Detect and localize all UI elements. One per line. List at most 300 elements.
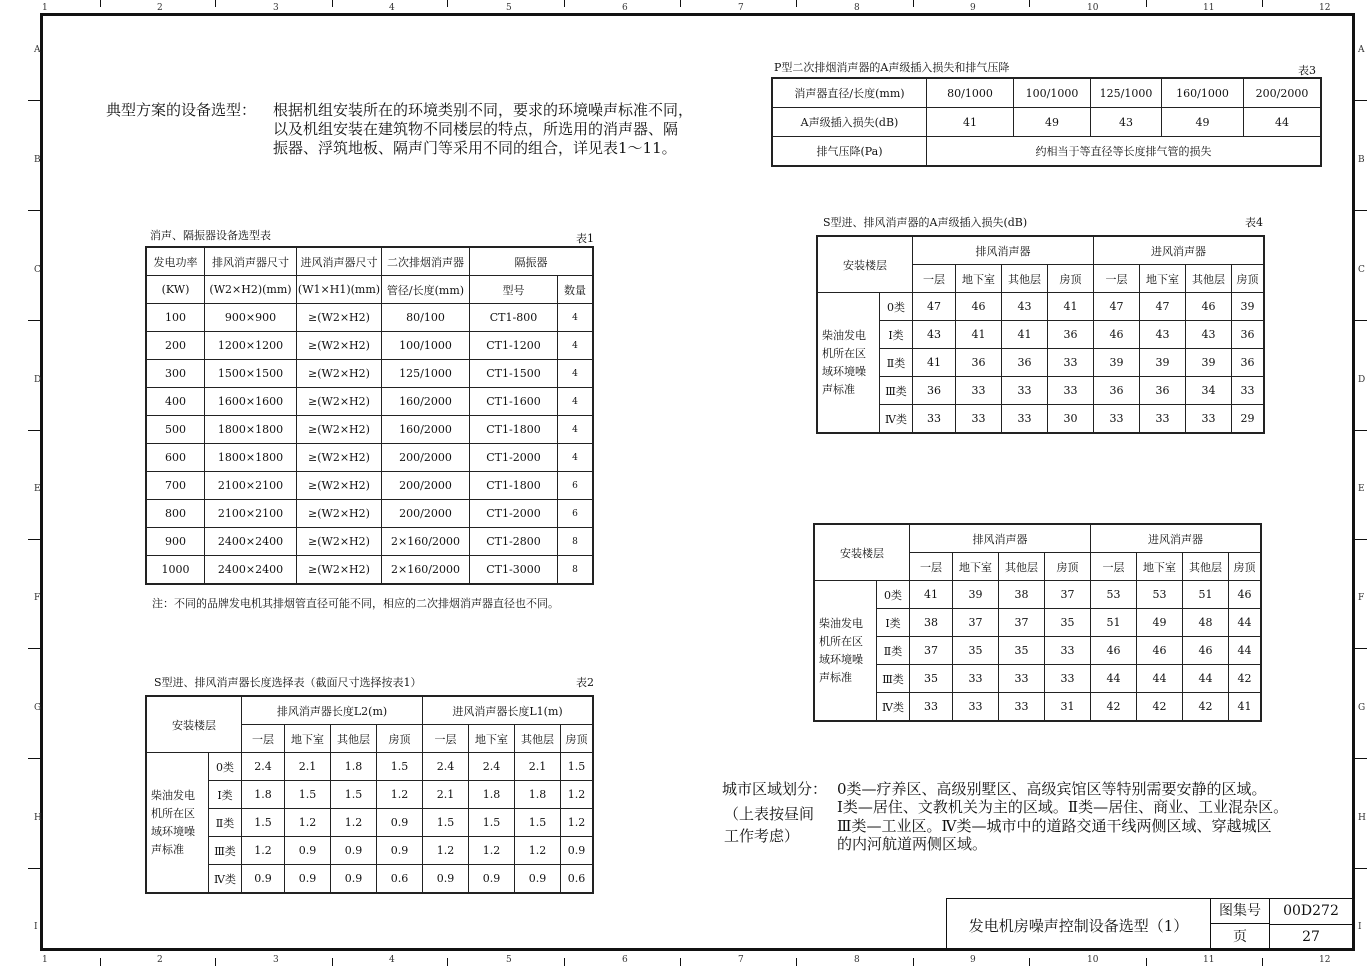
- table-cell: 33: [1045, 637, 1091, 665]
- ruler-tick: [100, 958, 101, 966]
- table-row: [147, 781, 593, 809]
- table-class-label: 0类: [877, 581, 910, 609]
- table-header: 一层: [242, 725, 285, 753]
- ruler-row-letter: F: [34, 593, 41, 603]
- ruler-row-letter: D: [1358, 375, 1366, 385]
- table-cell: 约相当于等直径等长度排气管的损失: [927, 137, 1321, 166]
- table1-label: 表1: [576, 232, 594, 245]
- table4-caption: S型进、排风消声器的A声级插入损失(dB): [823, 216, 1028, 229]
- table-cell: 80/1000: [927, 79, 1014, 108]
- table-cell: 37: [1045, 581, 1091, 609]
- table-cell: CT1-1800: [470, 472, 558, 500]
- ruler-row-letter: C: [1358, 265, 1365, 275]
- table-cell: 48: [1183, 609, 1229, 637]
- table-row: [773, 137, 1321, 166]
- ruler-tick: [1262, 0, 1263, 7]
- ruler-tick: [1355, 210, 1367, 211]
- ruler-row-letter: G: [34, 703, 42, 713]
- table-cell: 33: [1140, 405, 1186, 433]
- table-cell: 4: [558, 332, 593, 360]
- table-cell: 33: [1002, 405, 1048, 433]
- table-cell: 33: [913, 405, 956, 433]
- drawing-title: 发电机房噪声控制设备选型（1）: [968, 917, 1189, 935]
- ruler-column-number: 6: [622, 3, 628, 13]
- intro-line-2: 以及机组安装在建筑物不同楼层的特点，所选用的消声器、隔: [273, 120, 679, 138]
- table-cell: CT1-1800: [470, 416, 558, 444]
- table-header: 安装楼层: [815, 525, 910, 581]
- table-cell: 0.6: [561, 865, 593, 893]
- table-row: [818, 293, 1264, 321]
- table-header: 房顶: [1045, 553, 1091, 581]
- table-cell: 33: [956, 377, 1002, 405]
- atlas-label: 图集号: [1210, 898, 1269, 924]
- table-cell: 4: [558, 304, 593, 332]
- table-cell: 4: [558, 444, 593, 472]
- table-cell: 600: [147, 444, 205, 472]
- ruler-tick: [28, 758, 40, 759]
- table-class-label: Ⅰ类: [209, 781, 242, 809]
- table-header: 排风消声器: [913, 237, 1094, 265]
- ruler-row-letter: C: [34, 265, 41, 275]
- table-cell: 0.9: [561, 837, 593, 865]
- table-cell: 43: [1091, 108, 1162, 137]
- ruler-tick: [1355, 648, 1367, 649]
- table-cell: 200/2000: [382, 444, 470, 472]
- table-row: [815, 665, 1261, 693]
- ruler-tick: [28, 648, 40, 649]
- ruler-tick: [447, 0, 448, 7]
- ruler-tick: [28, 210, 40, 211]
- table-row: [773, 108, 1321, 137]
- table-cell: 1000: [147, 556, 205, 584]
- ruler-column-number: 11: [1203, 955, 1215, 965]
- table-cell: 41: [927, 108, 1014, 137]
- table-cell: 6: [558, 500, 593, 528]
- table-cell: 0.9: [423, 865, 469, 893]
- table-cell: 53: [1137, 581, 1183, 609]
- ruler-tick: [1355, 539, 1367, 540]
- table-row: [818, 349, 1264, 377]
- zones-line-2: Ⅰ类—居住、文教机关为主的区域。Ⅱ类—居住、商业、工业混杂区。: [837, 798, 1289, 816]
- ruler-tick: [1029, 958, 1030, 966]
- table-cell: 42: [1183, 693, 1229, 721]
- table-cell: 51: [1183, 581, 1229, 609]
- table-cell: 41: [956, 321, 1002, 349]
- ruler-tick: [100, 0, 101, 7]
- ruler-row-letter: H: [34, 813, 42, 823]
- ruler-row-letter: F: [1358, 593, 1365, 603]
- table-class-label: Ⅱ类: [209, 809, 242, 837]
- table-cell: 43: [1186, 321, 1232, 349]
- ruler-row-letter: E: [1358, 484, 1365, 494]
- table-cell: 900: [147, 528, 205, 556]
- table-cell: 1500×1500: [205, 360, 297, 388]
- ruler-tick: [796, 0, 797, 7]
- table-cell: 200/2000: [382, 472, 470, 500]
- ruler-column-number: 7: [738, 3, 744, 13]
- ruler-column-number: 9: [970, 955, 976, 965]
- table-cell: 31: [1045, 693, 1091, 721]
- ruler-column-number: 5: [506, 955, 512, 965]
- ruler-column-number: 11: [1203, 3, 1215, 13]
- table-cell: 0.9: [242, 865, 285, 893]
- ruler-column-number: 4: [389, 955, 395, 965]
- table-cell: 80/100: [382, 304, 470, 332]
- table-cell: 1.8: [331, 753, 377, 781]
- ruler-column-number: 6: [622, 955, 628, 965]
- table3-label: 表3: [1298, 64, 1316, 77]
- ruler-tick: [1355, 868, 1367, 869]
- table-cell: 1800×1800: [205, 444, 297, 472]
- zones-note-2: 工作考虑）: [724, 827, 800, 845]
- table-cell: ≥(W2×H2): [297, 444, 382, 472]
- table-cell: CT1-2800: [470, 528, 558, 556]
- table-cell: 36: [913, 377, 956, 405]
- table-cell: 2.4: [242, 753, 285, 781]
- table-header: 进风消声器: [1094, 237, 1264, 265]
- ruler-column-number: 1: [42, 3, 48, 13]
- table-header: 排风消声器: [910, 525, 1091, 553]
- table-cell: 33: [1045, 665, 1091, 693]
- table-cell: 1.8: [515, 781, 561, 809]
- table-cell: 100: [147, 304, 205, 332]
- table-cell: 0.9: [377, 809, 423, 837]
- table-cell: 0.9: [331, 837, 377, 865]
- table-cell: 35: [953, 637, 999, 665]
- table-cell: 2400×2400: [205, 528, 297, 556]
- page-number: 27: [1269, 924, 1352, 950]
- ruler-column-number: 3: [273, 3, 279, 13]
- table-cell: 4: [558, 416, 593, 444]
- table-cell: 29: [1232, 405, 1264, 433]
- table-cell: 1.5: [515, 809, 561, 837]
- table-row: [147, 472, 593, 500]
- table-cell: 160/1000: [1162, 79, 1244, 108]
- table-cell: CT1-1200: [470, 332, 558, 360]
- table-cell: 41: [1048, 293, 1094, 321]
- table-cell: CT1-800: [470, 304, 558, 332]
- table-cell: 39: [1232, 293, 1264, 321]
- table-cell: 33: [956, 405, 1002, 433]
- table-group-label: 柴油发电机所在区域环境噪声标准: [818, 293, 880, 433]
- table-cell: ≥(W2×H2): [297, 472, 382, 500]
- table-cell: 30: [1048, 405, 1094, 433]
- table-cell: 1600×1600: [205, 388, 297, 416]
- table-header: 其他层: [1186, 265, 1232, 293]
- table-cell: 46: [1091, 637, 1137, 665]
- table-cell: 160/2000: [382, 388, 470, 416]
- ruler-row-letter: A: [1358, 45, 1365, 55]
- table-cell: 46: [1229, 581, 1261, 609]
- table-cell: ≥(W2×H2): [297, 500, 382, 528]
- ruler-row-letter: B: [1358, 155, 1365, 165]
- intro-label: 典型方案的设备选型：: [106, 101, 257, 119]
- table-cell: 1800×1800: [205, 416, 297, 444]
- table-header: 房顶: [377, 725, 423, 753]
- table-cell: 2.1: [423, 781, 469, 809]
- ruler-row-letter: E: [34, 484, 41, 494]
- table-cell: 0.9: [285, 837, 331, 865]
- table-cell: ≥(W2×H2): [297, 416, 382, 444]
- ruler-tick: [28, 430, 40, 431]
- table-row: [147, 332, 593, 360]
- table-cell: CT1-2000: [470, 500, 558, 528]
- table-header: 进风消声器尺寸: [297, 248, 382, 276]
- ruler-row-letter: B: [34, 155, 41, 165]
- table-cell: 41: [1002, 321, 1048, 349]
- table-cell: 2×160/2000: [382, 528, 470, 556]
- table-header: 排风消声器尺寸: [205, 248, 297, 276]
- table-cell: 44: [1229, 637, 1261, 665]
- ruler-tick: [332, 0, 333, 7]
- ruler-column-number: 5: [506, 3, 512, 13]
- table-cell: 1.2: [377, 781, 423, 809]
- ruler-tick: [680, 0, 681, 7]
- ruler-tick: [1029, 0, 1030, 7]
- table-cell: 33: [1094, 405, 1140, 433]
- table-cell: 33: [910, 693, 953, 721]
- table-cell: 41: [913, 349, 956, 377]
- title-box: [946, 898, 1210, 950]
- table-header: 隔振器: [470, 248, 593, 276]
- table-cell: 44: [1229, 609, 1261, 637]
- table1-body: [147, 304, 593, 584]
- table-cell: 2100×2100: [205, 500, 297, 528]
- ruler-column-number: 2: [157, 955, 163, 965]
- ruler-tick: [680, 958, 681, 966]
- table-header: 一层: [913, 265, 956, 293]
- table-cell: 53: [1091, 581, 1137, 609]
- table-cell: 36: [1048, 321, 1094, 349]
- table-cell: 36: [1232, 349, 1264, 377]
- table-cell: 125/1000: [1091, 79, 1162, 108]
- table-cell: 0.9: [469, 865, 515, 893]
- table-row: [815, 637, 1261, 665]
- table-cell: 39: [1094, 349, 1140, 377]
- table-cell: ≥(W2×H2): [297, 388, 382, 416]
- table-header: 房顶: [1048, 265, 1094, 293]
- table-row: [147, 556, 593, 584]
- ruler-tick: [28, 539, 40, 540]
- table-header: 排风消声器长度L2(m): [242, 697, 423, 725]
- table-cell: 2.4: [469, 753, 515, 781]
- table-class-label: Ⅰ类: [877, 609, 910, 637]
- table-cell: 1.5: [469, 809, 515, 837]
- table-cell: 200/2000: [1244, 79, 1321, 108]
- table-cell: 37: [910, 637, 953, 665]
- table-cell: 700: [147, 472, 205, 500]
- ruler-row-letter: G: [1358, 703, 1366, 713]
- table-cell: 33: [953, 665, 999, 693]
- table-cell: 33: [999, 665, 1045, 693]
- table-header: (W2×H2)(mm): [205, 276, 297, 304]
- intro-line-1: 根据机组安装所在的环境类别不同，要求的环境噪声标准不同，: [273, 101, 694, 119]
- table-cell: 33: [1002, 377, 1048, 405]
- table-cell: 1.2: [285, 809, 331, 837]
- table-cell: ≥(W2×H2): [297, 528, 382, 556]
- table-cell: 35: [910, 665, 953, 693]
- table-header: 数量: [558, 276, 593, 304]
- table-cell: 38: [910, 609, 953, 637]
- table-cell: 36: [1140, 377, 1186, 405]
- table-class-label: Ⅰ类: [880, 321, 913, 349]
- table-cell: 36: [1002, 349, 1048, 377]
- table-cell: 49: [1137, 609, 1183, 637]
- table-cell: 200/2000: [382, 500, 470, 528]
- table-cell: 6: [558, 472, 593, 500]
- table-header: (W1×H1)(mm): [297, 276, 382, 304]
- table-class-label: Ⅲ类: [877, 665, 910, 693]
- table-header: 房顶: [1229, 553, 1261, 581]
- table-cell: 37: [953, 609, 999, 637]
- table-cell: 43: [913, 321, 956, 349]
- table-cell: 1.2: [331, 809, 377, 837]
- table-cell: 1.5: [242, 809, 285, 837]
- table-header: 房顶: [561, 725, 593, 753]
- table-header-row: [818, 237, 1264, 265]
- table1-caption: 消声、隔振器设备选型表: [150, 229, 271, 242]
- table-cell: 44: [1091, 665, 1137, 693]
- table-header: 进风消声器: [1091, 525, 1261, 553]
- table-cell: 42: [1229, 665, 1261, 693]
- table-row: [147, 500, 593, 528]
- table3-caption: P型二次排烟消声器的A声级插入损失和排气压降: [774, 61, 1010, 74]
- table-cell: 1.5: [377, 753, 423, 781]
- table-cell: 100/1000: [1014, 79, 1091, 108]
- table-cell: 1200×1200: [205, 332, 297, 360]
- table-cell: 1.8: [242, 781, 285, 809]
- zones-line-3: Ⅲ类—工业区。Ⅳ类—城市中的道路交通干线两侧区域、穿越城区: [837, 817, 1272, 835]
- table-cell: 36: [956, 349, 1002, 377]
- table-cell: 34: [1186, 377, 1232, 405]
- table-cell: 0.9: [515, 865, 561, 893]
- table-row: [147, 753, 593, 781]
- table-cell: 49: [1162, 108, 1244, 137]
- table-class-label: Ⅳ类: [880, 405, 913, 433]
- table-cell: ≥(W2×H2): [297, 556, 382, 584]
- table-header: 发电功率: [147, 248, 205, 276]
- zones-line-1: 0类—疗养区、高级别墅区、高级宾馆区等特别需要安静的区域。: [837, 780, 1267, 798]
- table5: [814, 524, 1261, 721]
- table-class-label: Ⅲ类: [880, 377, 913, 405]
- table-cell: 39: [1186, 349, 1232, 377]
- table-row: [818, 405, 1264, 433]
- table-header: 二次排烟消声器: [382, 248, 470, 276]
- table-row: [147, 304, 593, 332]
- table-row: [147, 837, 593, 865]
- table-group-label: 柴油发电机所在区域环境噪声标准: [815, 581, 877, 721]
- ruler-tick: [913, 958, 914, 966]
- table-cell: ≥(W2×H2): [297, 332, 382, 360]
- table-cell: 38: [999, 581, 1045, 609]
- table-class-label: Ⅱ类: [877, 637, 910, 665]
- table-cell: 51: [1091, 609, 1137, 637]
- table-row: [147, 416, 593, 444]
- table-header: 房顶: [1232, 265, 1264, 293]
- table-cell: 2×160/2000: [382, 556, 470, 584]
- table-header-row: [147, 697, 593, 725]
- table2-label: 表2: [576, 676, 594, 689]
- table-cell: 46: [1186, 293, 1232, 321]
- table-class-label: Ⅱ类: [880, 349, 913, 377]
- table-cell: 500: [147, 416, 205, 444]
- table-cell: 47: [1140, 293, 1186, 321]
- table-cell: 33: [1232, 377, 1264, 405]
- table-header: 地下室: [469, 725, 515, 753]
- table-cell: CT1-1500: [470, 360, 558, 388]
- table-cell: 49: [1014, 108, 1091, 137]
- table-cell: 39: [1140, 349, 1186, 377]
- table-class-label: 0类: [880, 293, 913, 321]
- table-class-label: 0类: [209, 753, 242, 781]
- table-cell: 43: [1002, 293, 1048, 321]
- table-cell: 44: [1183, 665, 1229, 693]
- table-cell: 0.9: [285, 865, 331, 893]
- table-cell: 33: [999, 693, 1045, 721]
- table1: [146, 247, 593, 584]
- table-row: [815, 581, 1261, 609]
- ruler-column-number: 4: [389, 3, 395, 13]
- table-cell: 100/1000: [382, 332, 470, 360]
- ruler-column-number: 10: [1087, 3, 1099, 13]
- ruler-column-number: 12: [1319, 3, 1331, 13]
- table-cell: 1.5: [285, 781, 331, 809]
- table-cell: 160/2000: [382, 416, 470, 444]
- table-cell: 36: [1232, 321, 1264, 349]
- table-header: (KW): [147, 276, 205, 304]
- ruler-tick: [28, 100, 40, 101]
- table-cell: 33: [1186, 405, 1232, 433]
- table-header: 安装楼层: [818, 237, 913, 293]
- table-header: 其他层: [1002, 265, 1048, 293]
- table-cell: 39: [953, 581, 999, 609]
- table-header: 一层: [1091, 553, 1137, 581]
- table-header: 进风消声器长度L1(m): [423, 697, 593, 725]
- table-cell: 0.9: [377, 837, 423, 865]
- ruler-tick: [1355, 320, 1367, 321]
- table-header: 一层: [1094, 265, 1140, 293]
- table-cell: 2.4: [423, 753, 469, 781]
- table-cell: 4: [558, 360, 593, 388]
- table-header-row: [147, 248, 593, 276]
- ruler-column-number: 9: [970, 3, 976, 13]
- table-class-label: Ⅲ类: [209, 837, 242, 865]
- table-cell: 300: [147, 360, 205, 388]
- table-cell: 41: [910, 581, 953, 609]
- table-cell: CT1-3000: [470, 556, 558, 584]
- table-cell: 37: [999, 609, 1045, 637]
- table-row: [147, 444, 593, 472]
- ruler-tick: [1355, 758, 1367, 759]
- table-cell: 46: [956, 293, 1002, 321]
- page-label: 页: [1210, 924, 1269, 950]
- table-group-label: 柴油发电机所在区域环境噪声标准: [147, 753, 209, 893]
- table-cell: 36: [1094, 377, 1140, 405]
- zones-note-1: （上表按昼间: [724, 805, 815, 823]
- table-cell: CT1-1600: [470, 388, 558, 416]
- table-row: [815, 693, 1261, 721]
- intro-line-3: 振器、浮筑地板、隔声门等采用不同的组合，详见表1～11。: [273, 139, 677, 157]
- table-cell: 46: [1094, 321, 1140, 349]
- ruler-row-letter: I: [34, 922, 38, 932]
- atlas-number: 00D272: [1269, 898, 1352, 924]
- table-cell: 2.1: [515, 753, 561, 781]
- table-cell: 33: [953, 693, 999, 721]
- ruler-tick: [28, 868, 40, 869]
- table-header: 一层: [910, 553, 953, 581]
- table-header: 地下室: [1137, 553, 1183, 581]
- table-cell: ≥(W2×H2): [297, 304, 382, 332]
